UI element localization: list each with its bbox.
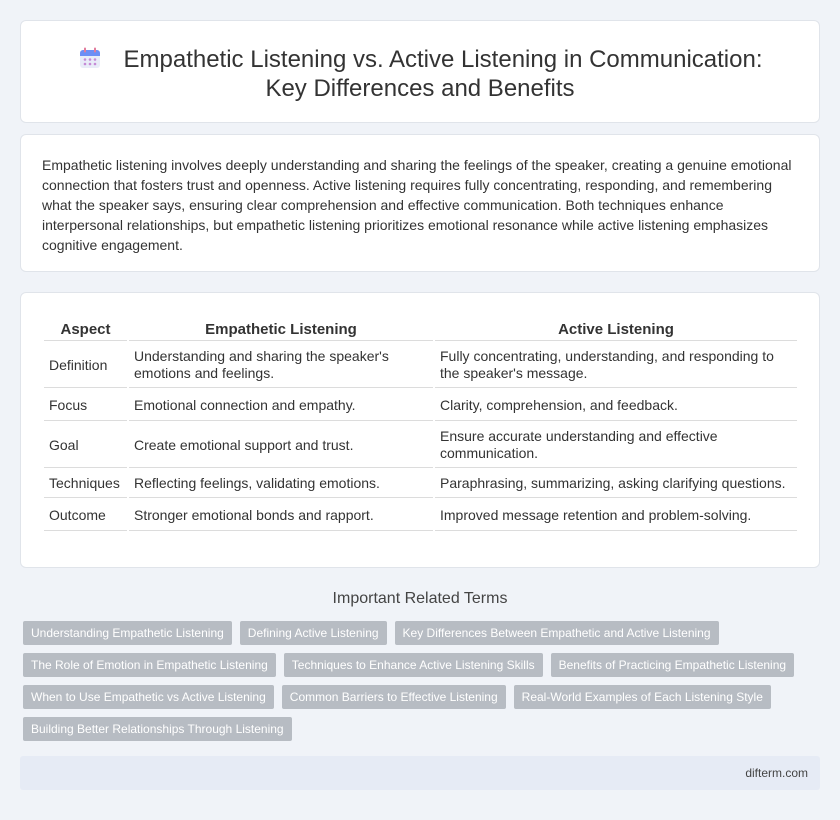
related-terms-heading: Important Related Terms: [332, 590, 508, 607]
table-row: [44, 470, 797, 498]
row-aspect: Focus: [44, 390, 127, 421]
table-row: [44, 500, 797, 531]
related-term-tag[interactable]: Common Barriers to Effective Listening: [282, 685, 506, 709]
row-aspect: Goal: [44, 423, 127, 468]
related-term-tag[interactable]: Key Differences Between Empathetic and Active Listening: [395, 621, 719, 645]
row-empathetic: Understanding and sharing the speaker's emotions and feelings.: [129, 343, 433, 388]
related-term-tag[interactable]: Real-World Examples of Each Listening Style: [514, 685, 771, 709]
row-empathetic: Emotional connection and empathy.: [129, 390, 433, 421]
related-term-tag[interactable]: Benefits of Practicing Empathetic Listening: [551, 653, 794, 677]
footer: [20, 756, 820, 790]
intro-card: [20, 134, 820, 272]
comparison-card: [20, 292, 820, 568]
row-aspect: Outcome: [44, 500, 127, 531]
row-empathetic: Reflecting feelings, validating emotions.: [129, 470, 433, 498]
header-card: [20, 20, 820, 123]
page-title-wrap: [21, 45, 819, 103]
related-term-tag[interactable]: Techniques to Enhance Active Listening Skills: [284, 653, 543, 677]
comparison-table: [42, 315, 799, 533]
intro-paragraph: Empathetic listening involves deeply understanding and sharing the feelings of the speaker, creating a genuine emotional connection that fosters trust and openness. Active listening requires fully concentrating, responding, and remembering what the speaker says, ensuring clear comprehension and effective communication. Both techniques enhance interpersonal relationships, but empathetic listening prioritizes emotional resonance while active listening emphasizes cognitive engagement.: [42, 157, 792, 253]
related-term-tag[interactable]: The Role of Emotion in Empathetic Listening: [23, 653, 276, 677]
related-term-tag[interactable]: When to Use Empathetic vs Active Listening: [23, 685, 274, 709]
row-active: Paraphrasing, summarizing, asking clarifying questions.: [435, 470, 797, 498]
calendar-icon: [78, 46, 102, 70]
table-row: [44, 423, 797, 468]
row-active: Fully concentrating, understanding, and responding to the speaker's message.: [435, 343, 797, 388]
row-empathetic: Create emotional support and trust.: [129, 423, 433, 468]
header-active: Active Listening: [435, 317, 797, 341]
row-active: Ensure accurate understanding and effective communication.: [435, 423, 797, 468]
related-term-tag[interactable]: Building Better Relationships Through Listening: [23, 717, 292, 741]
related-term-tag[interactable]: Defining Active Listening: [240, 621, 387, 645]
row-aspect: Definition: [44, 343, 127, 388]
table-row: [44, 390, 797, 421]
header-aspect: Aspect: [44, 317, 127, 341]
table-row: [44, 343, 797, 388]
page-title: Empathetic Listening vs. Active Listening in Communication: Key Differences and Benefits: [123, 46, 763, 102]
row-active: Improved message retention and problem-solving.: [435, 500, 797, 531]
footer-site-link[interactable]: difterm.com: [745, 766, 808, 780]
table-header-row: [44, 317, 797, 341]
related-term-tag[interactable]: Understanding Empathetic Listening: [23, 621, 232, 645]
related-terms-list: [23, 621, 813, 741]
header-empathetic: Empathetic Listening: [129, 317, 433, 341]
row-empathetic: Stronger emotional bonds and rapport.: [129, 500, 433, 531]
row-active: Clarity, comprehension, and feedback.: [435, 390, 797, 421]
row-aspect: Techniques: [44, 470, 127, 498]
